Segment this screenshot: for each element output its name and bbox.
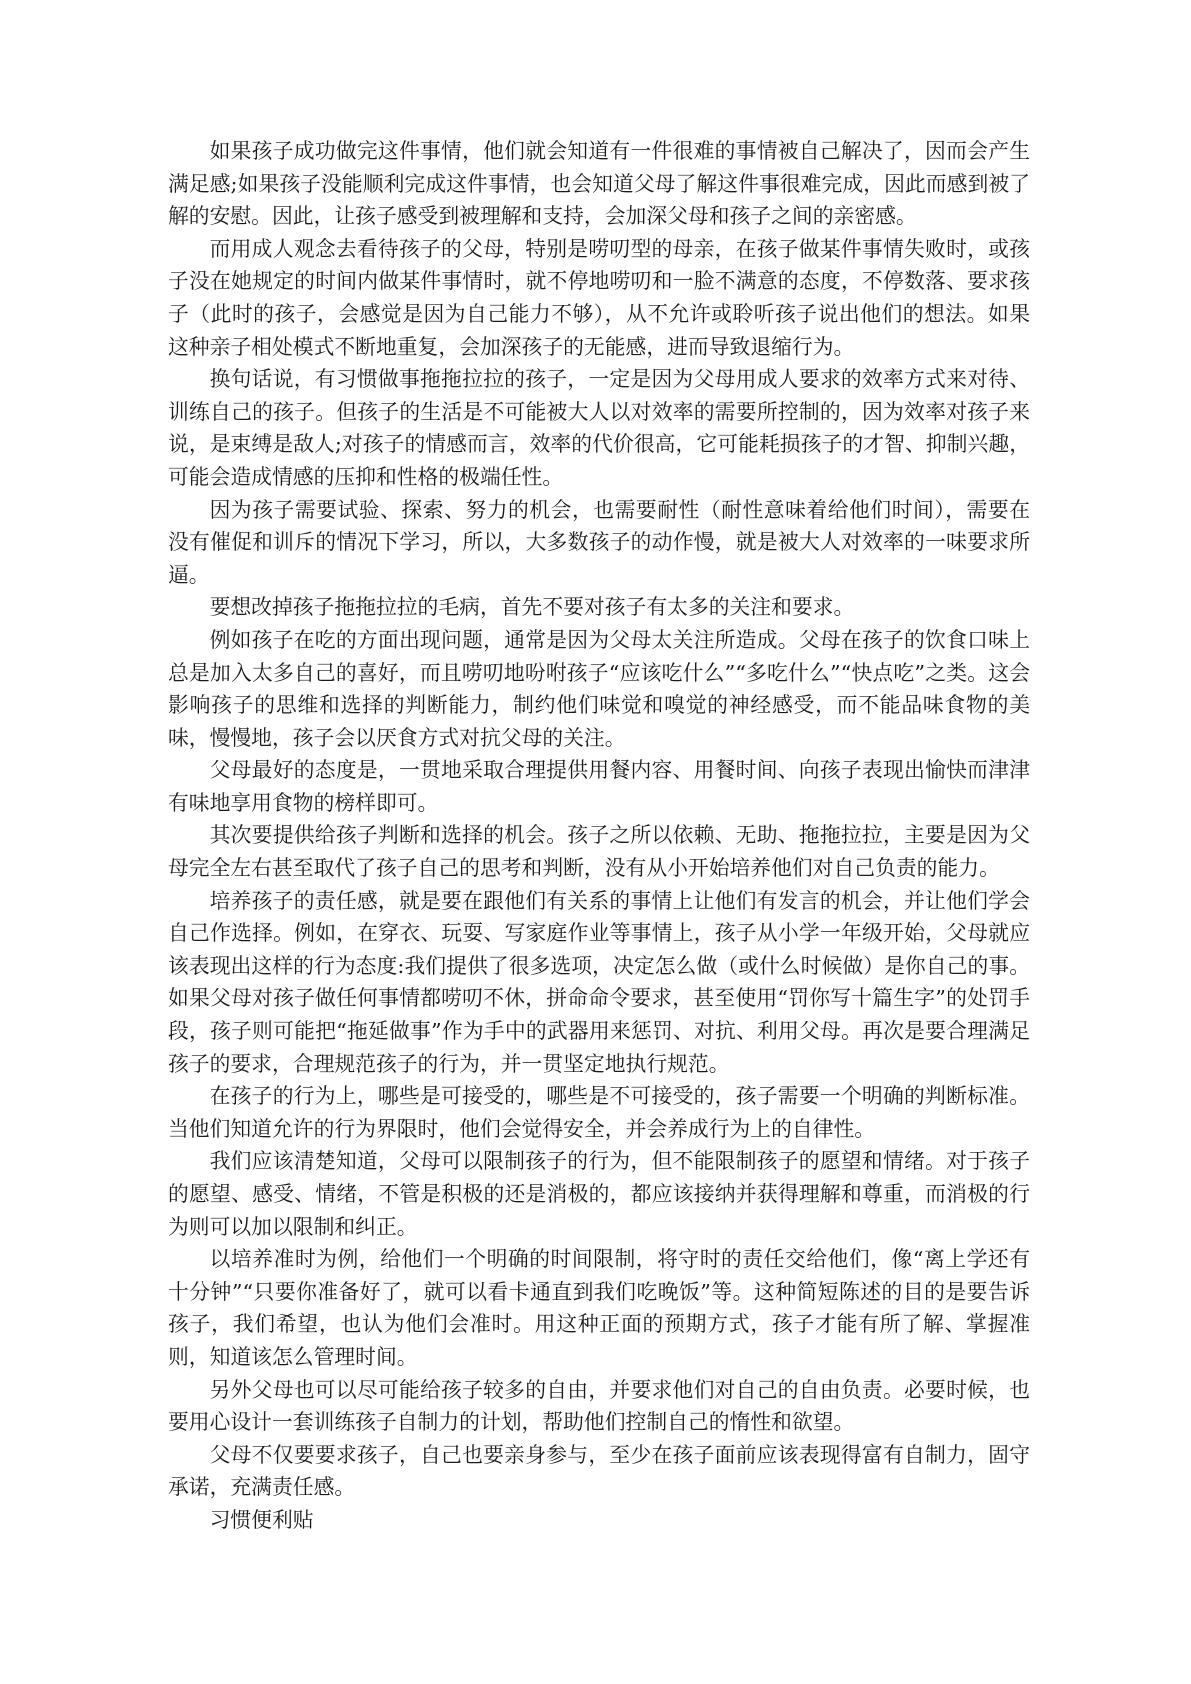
paragraph: 在孩子的行为上，哪些是可接受的，哪些是不可接受的，孩子需要一个明确的判断标准。当他们知道允许的行为界限时，他们会觉得安全，并会养成行为上的自律性。 <box>168 1084 1030 1141</box>
paragraph: 父母不仅要要求孩子，自己也要亲身参与，至少在孩子面前应该表现得富有自制力，固守承诺，充满责任感。 <box>168 1442 1030 1500</box>
document-body <box>168 135 1030 1537</box>
paragraph: 例如孩子在吃的方面出现问题，通常是因为父母太关注所造成。父母在孩子的饮食口味上总是加入太多自己的喜好，而且唠叨地吩咐孩子“应该吃什么”“多吃什么”“快点吃”之类。这会影响孩子的思维和选择的判断能力，制约他们味觉和嗅觉的神经感受，而不能品味食物的美味，慢慢地，孩子会以厌食方式对抗父母的关注。 <box>168 627 1030 750</box>
paragraph: 因为孩子需要试验、探索、努力的机会，也需要耐性（耐性意味着给他们时间），需要在没有催促和训斥的情况下学习，所以，大多数孩子的动作慢，就是被大人对效率的一味要求所逼。 <box>168 497 1030 587</box>
paragraph: 其次要提供给孩子判断和选择的机会。孩子之所以依赖、无助、拖拖拉拉，主要是因为父母完全左右甚至取代了孩子自己的思考和判断，没有从小开始培养他们对自己负责的能力。 <box>168 823 1030 881</box>
paragraph: 如果孩子成功做完这件事情，他们就会知道有一件很难的事情被自己解决了，因而会产生满足感;如果孩子没能顺利完成这件事情，也会知道父母了解这件事很难完成，因此而感到被了解的安慰。因此，让孩子感受到被理解和支持，会加深父母和孩子之间的亲密感。 <box>168 139 1030 229</box>
paragraph: 我们应该清楚知道，父母可以限制孩子的行为，但不能限制孩子的愿望和情绪。对于孩子的愿望、感受、情绪，不管是积极的还是消极的，都应该接纳并获得理解和尊重，而消极的行为则可以加以限制和纠正。 <box>168 1149 1030 1239</box>
section-heading: 习惯便利贴 <box>209 1507 314 1532</box>
paragraph: 另外父母也可以尽可能给孩子较多的自由，并要求他们对自己的自由负责。必要时候，也要用心设计一套训练孩子自制力的计划，帮助他们控制自己的惰性和欲望。 <box>168 1377 1030 1435</box>
paragraph: 父母最好的态度是，一贯地采取合理提供用餐内容、用餐时间、向孩子表现出愉快而津津有味地享用食物的榜样即可。 <box>168 758 1030 815</box>
paragraph: 要想改掉孩子拖拖拉拉的毛病，首先不要对孩子有太多的关注和要求。 <box>209 595 855 620</box>
paragraph: 换句话说，有习惯做事拖拖拉拉的孩子，一定是因为父母用成人要求的效率方式来对待、训练自己的孩子。但孩子的生活是不可能被大人以对效率的需要所控制的，因为效率对孩子来说，是束缚是敌人;对孩子的情感而言，效率的代价很高，它可能耗损孩子的才智、抑制兴趣，可能会造成情感的压抑和性格的极端任性。 <box>168 367 1030 489</box>
paragraph: 培养孩子的责任感，就是要在跟他们有关系的事情上让他们有发言的机会，并让他们学会自己作选择。例如，在穿衣、玩耍、写家庭作业等事情上，孩子从小学一年级开始，父母就应该表现出这样的行为态度:我们提供了很多选项，决定怎么做（或什么时候做）是你自己的事。如果父母对孩子做任何事情都唠叨不休，拼命命令要求，甚至使用“罚你写十篇生字”的处罚手段，孩子则可能把“拖延做事”作为手中的武器用来惩罚、对抗、利用父母。再次是要合理满足孩子的要求，合理规范孩子的行为，并一贯坚定地执行规范。 <box>168 888 1030 1076</box>
paragraph: 而用成人观念去看待孩子的父母，特别是唠叨型的母亲，在孩子做某件事情失败时，或孩子没在她规定的时间内做某件事情时，就不停地唠叨和一脸不满意的态度，不停数落、要求孩子（此时的孩子，会感觉是因为自己能力不够），从不允许或聆听孩子说出他们的想法。如果这种亲子相处模式不断地重复，会加深孩子的无能感，进而导致退缩行为。 <box>168 236 1030 359</box>
paragraph: 以培养准时为例，给他们一个明确的时间限制，将守时的责任交给他们，像“离上学还有十分钟”“只要你准备好了，就可以看卡通直到我们吃晚饭”等。这种简短陈述的目的是要告诉孩子，我们希望，也认为他们会准时。用这种正面的预期方式，孩子才能有所了解、掌握准则，知道该怎么管理时间。 <box>168 1247 1030 1369</box>
